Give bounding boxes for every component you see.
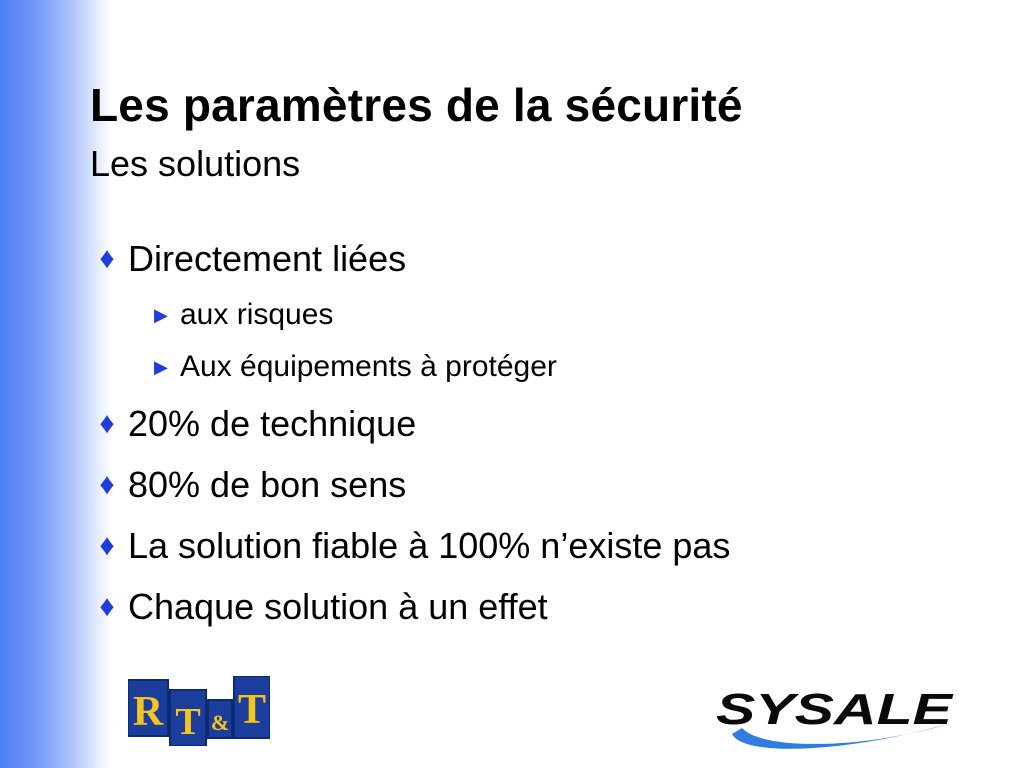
- diamond-icon: ♦: [99, 467, 115, 501]
- diamond-icon: ♦: [99, 589, 115, 623]
- sub-bullet-item: [154, 341, 730, 393]
- bullet-text: Directement liées: [128, 237, 407, 279]
- bullet-text: Chaque solution à un effet: [128, 585, 548, 627]
- sub-bullet-list: [90, 289, 730, 393]
- diamond-icon: ♦: [99, 241, 115, 275]
- bullet-item: [90, 515, 730, 576]
- triangle-right-icon: ▶: [154, 357, 168, 377]
- bullet-text: La solution fiable à 100% n’existe pas: [128, 524, 731, 566]
- slide-subtitle: Les solutions: [90, 143, 301, 184]
- triangle-right-icon: ▶: [154, 305, 168, 325]
- diamond-icon: ♦: [99, 528, 115, 562]
- rtt-logo: [128, 676, 270, 746]
- bullet-item: [90, 454, 730, 515]
- rtt-letter: &: [210, 710, 230, 735]
- sub-bullet-text: Aux équipements à protéger: [180, 350, 557, 383]
- bullet-text: 20% de technique: [128, 402, 417, 444]
- bullet-item: [90, 393, 730, 454]
- sub-bullet-text: aux risques: [180, 298, 334, 331]
- bullet-item: [90, 576, 730, 637]
- sysale-logo: [704, 678, 964, 758]
- bullet-list: [90, 228, 730, 637]
- sysale-wordmark: SYSALE: [716, 685, 955, 734]
- bullet-item: [90, 228, 730, 393]
- rtt-letter: T: [175, 701, 201, 743]
- sub-bullet-item: [154, 289, 730, 341]
- rtt-letter: T: [237, 687, 267, 733]
- slide-title: Les paramètres de la sécurité: [90, 79, 743, 131]
- diamond-icon: ♦: [99, 406, 115, 440]
- rtt-letter: R: [132, 689, 164, 735]
- bullet-text: 80% de bon sens: [128, 463, 407, 505]
